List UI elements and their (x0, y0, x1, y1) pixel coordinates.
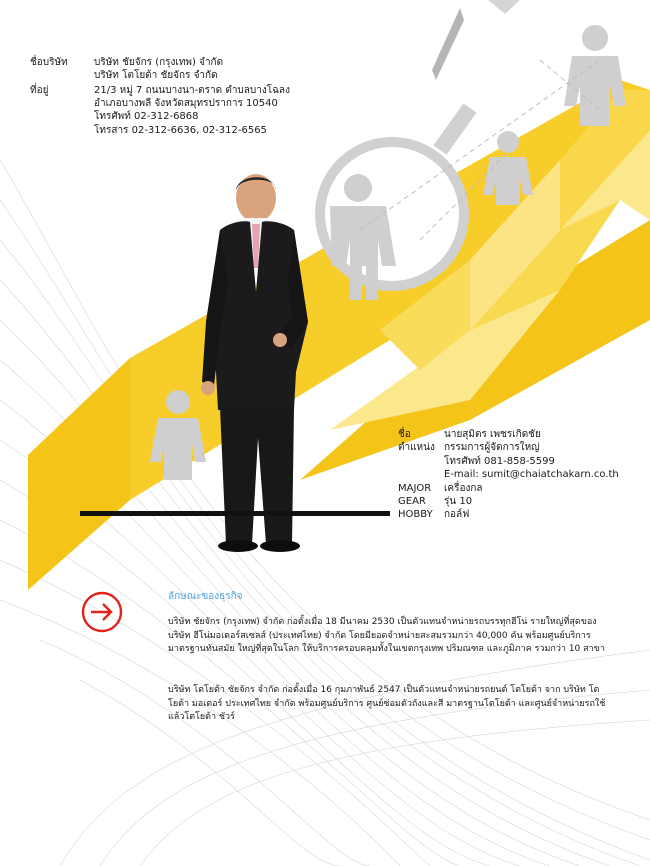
hobby-value: กอล์ฟ (444, 509, 470, 521)
position-value: กรรมการผู้จัดการใหญ่ (444, 442, 540, 454)
phone-line: โทรศัพท์ 02-312-6868 (94, 111, 199, 123)
profile-row-major (398, 482, 619, 495)
profile-row-hobby (398, 508, 619, 521)
business-section-title: ลักษณะของธุรกิจ (168, 591, 243, 602)
profile-row-position (398, 441, 619, 454)
address-line: อำเภอบางพลี จังหวัดสมุทรปราการ 10540 (94, 98, 278, 110)
arrow-circle-icon (80, 590, 124, 634)
profile-row-name (398, 428, 619, 441)
business-paragraph-2: บริษัท โตโยต้า ชัยจักร จำกัด ก่อตั้งเมื่อ 16 กุมภาพันธ์ 2547 เป็นตัวแทนจำหน่ายรถยนต์ โตโยต้า จาก บริษัท โตโยต้า มอเตอร์ ประเทศไทย จำกัด พร้อมศูนย์บริการ ศูนย์ซ่อมตัวถังและสี มาตรฐานโตโยต้า และศูนย์จำหน่ายรถใช้แล้วโตโยต้า ชัวร์ (168, 685, 606, 722)
profile-row-gear (398, 495, 619, 508)
profile-row-email (398, 468, 619, 481)
business-paragraph-1: บริษัท ชัยจักร (กรุงเทพ) จำกัด ก่อตั้งเมื่อ 18 มีนาคม 2530 เป็นตัวแทนจำหน่ายรถบรรทุกฮีโน่ รายใหญ่ที่สุดของบริษัท ฮีโน่มอเตอร์สเซลส์ (ประเทศไทย) จำกัด โดยมียอดจำหน่ายสะสมรวมกว่า 40,000 คัน พร้อมศูนย์บริการมาตรฐานทันสมัย ใหญ่ที่สุดในโลก ให้บริการครอบคลุมทั้งในเขตกรุงเทพ ปริมณฑล และภูมิภาค รวมกว่า 10 สาขา (168, 617, 605, 654)
phone-value: โทรศัพท์ 081-858-5599 (444, 455, 555, 467)
major-label: MAJOR (398, 482, 432, 494)
position-label: ตำแหน่ง (398, 442, 435, 454)
company-name-line: บริษัท โตโยต้า ชัยจักร จำกัด (94, 70, 218, 82)
company-label: ชื่อบริษัท (30, 57, 68, 68)
profile-block (398, 428, 619, 522)
email-value[interactable]: E-mail: sumit@chaiatchakarn.co.th (444, 469, 619, 481)
major-value: เครื่องกล (444, 482, 483, 494)
address-line: 21/3 หมู่ 7 ถนนบางนา-ตราด ตำบลบางโฉลง (94, 85, 290, 96)
company-name-line: บริษัท ชัยจักร (กรุงเทพ) จำกัด (94, 57, 224, 68)
portrait-photo (196, 172, 326, 554)
name-value: นายสุมิตร เพชรเกิดชัย (444, 429, 541, 440)
divider-bar (80, 511, 390, 516)
gear-value: รุ่น 10 (444, 496, 473, 508)
name-label: ชื่อ (398, 429, 411, 440)
fax-line: โทรสาร 02-312-6636, 02-312-6565 (94, 124, 267, 136)
profile-row-phone (398, 455, 619, 468)
hobby-label: HOBBY (398, 509, 433, 521)
company-name-list (94, 56, 223, 82)
address-block (94, 84, 290, 137)
address-label: ที่อยู่ (30, 85, 49, 96)
gear-label: GEAR (398, 496, 426, 508)
